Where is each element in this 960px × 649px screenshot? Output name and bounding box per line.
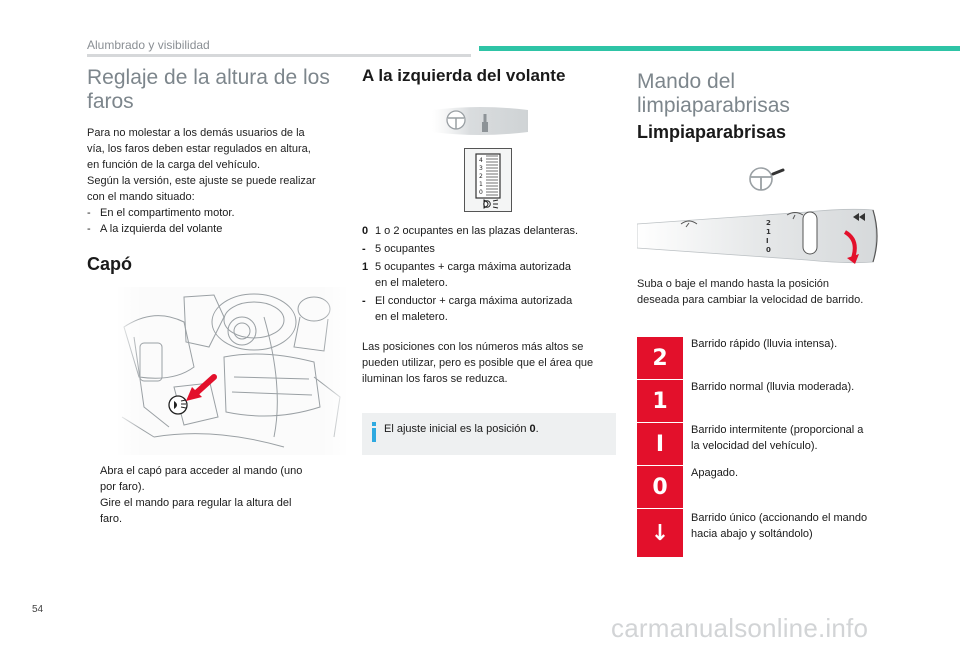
steering-wheel-stalk-illustration <box>745 164 785 194</box>
headlamp-adjust-title: Reglaje de la altura de los faros <box>87 66 330 113</box>
svg-text:0: 0 <box>766 246 771 254</box>
wiper-control-title: Mando del limpiaparabrisas <box>637 70 790 117</box>
position-badge-2: 2 <box>637 337 683 379</box>
svg-text:2: 2 <box>479 173 483 180</box>
list-item: - 5 ocupantes <box>362 243 435 255</box>
header-accent-bar <box>479 46 960 51</box>
hood-steps <box>87 463 349 527</box>
svg-text:4: 4 <box>479 157 483 164</box>
position-badge-i: I <box>637 423 683 465</box>
svg-text:1: 1 <box>766 228 771 236</box>
svg-text:0: 0 <box>479 189 483 196</box>
occupancy-positions <box>362 223 616 325</box>
page-number: 54 <box>32 604 44 615</box>
position-badge-1: 1 <box>637 380 683 422</box>
steering-wheel-icon <box>750 168 772 190</box>
wipers-subtitle: Limpiaparabrisas <box>637 122 787 142</box>
position-badge-0: 0 <box>637 466 683 508</box>
svg-text:1: 1 <box>479 181 483 188</box>
svg-text:I: I <box>766 237 769 245</box>
header-divider <box>87 54 471 57</box>
headlamp-intro: Para no molestar a los demás usuarios de la vía, los faros deben estar regulados en altura, en función de la carga del vehículo. Según la versión, este ajuste se puede realizar con el mando situado: <box>87 127 316 203</box>
info-note <box>362 413 616 455</box>
list-item: Abra el capó para acceder al mando (uno por faro). <box>100 465 303 493</box>
dial-marks <box>479 157 483 196</box>
wiper-stalk-illustration <box>637 206 881 266</box>
headlamp-height-dial <box>464 148 512 212</box>
list-item: 0 1 o 2 ocupantes en las plazas delanteras. <box>362 225 579 237</box>
steering-wheel-icon <box>447 111 465 129</box>
svg-text:2: 2 <box>766 219 771 227</box>
info-icon <box>369 422 379 442</box>
list-item: 1 5 ocupantes + carga máxima autorizada en el maletero. <box>362 261 571 289</box>
watermark: carmanualsonline.info <box>611 613 869 643</box>
engine-bay-illustration <box>114 287 350 455</box>
location-item: - En el compartimento motor. <box>87 207 235 219</box>
info-note-text: El ajuste inicial es la posición 0. <box>384 423 539 435</box>
list-item: Gire el mando para regular la altura del faro. <box>100 497 292 525</box>
headlamp-adjust-column <box>87 66 349 237</box>
position-badge-down-arrow-icon: ↓ <box>637 509 683 557</box>
positions-paragraph: Las posiciones con los números más altos se pueden utilizar, pero es posible que el área que iluminan los faros se reduzca. <box>362 341 594 385</box>
wiper-description: Suba o baje el mando hasta la posición deseada para cambiar la velocidad de barrido. <box>637 278 864 306</box>
location-item: - A la izquierda del volante <box>87 223 223 235</box>
hood-title: Capó <box>87 254 132 274</box>
svg-text:3: 3 <box>479 165 483 172</box>
dashboard-location-illustration <box>432 104 528 138</box>
section-title: Alumbrado y visibilidad <box>87 38 210 52</box>
list-item: - El conductor + carga máxima autorizada en el maletero. <box>362 295 573 323</box>
left-of-wheel-title: A la izquierda del volante <box>362 66 566 85</box>
